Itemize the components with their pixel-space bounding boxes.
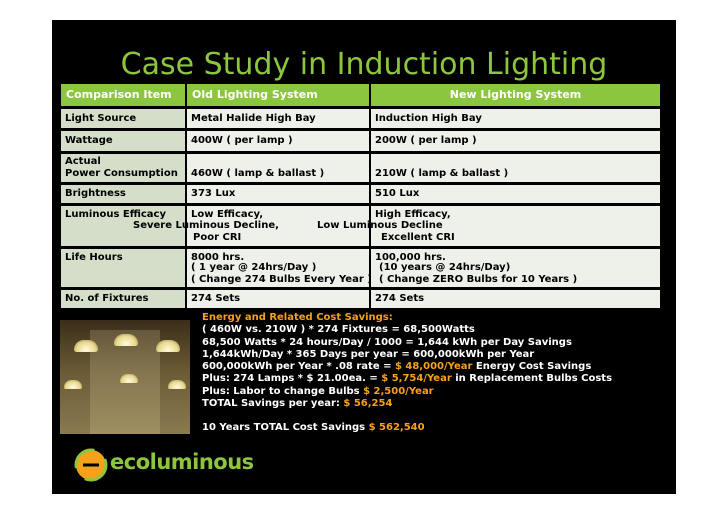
row-new: 510 Lux xyxy=(371,185,660,203)
total-yearly-savings-value: $ 56,254 xyxy=(343,398,393,410)
savings-line xyxy=(202,361,616,373)
row-old: 460W ( lamp & ballast ) xyxy=(187,154,369,182)
savings-line xyxy=(202,422,616,434)
row-item: No. of Fixtures xyxy=(61,290,185,308)
labor-savings-value: $ 2,500/Year xyxy=(363,385,434,397)
row-item: Actual Power Consumption xyxy=(61,154,185,182)
ten-year-savings-value: $ 562,540 xyxy=(368,422,425,434)
savings-line: ( 460W vs. 210W ) * 274 Fixtures = 68,500Watts xyxy=(202,324,475,336)
savings-line xyxy=(202,386,616,398)
life-old-detail-1: ( 1 year @ 24hrs/Day ) xyxy=(191,262,317,273)
table-row xyxy=(61,249,660,287)
row-item: Light Source xyxy=(61,109,185,128)
row-item: Luminous Efficacy xyxy=(61,206,185,246)
efficacy-new-detail-1: Low Luminous Decline xyxy=(317,220,443,231)
efficacy-old-detail-1: Severe Luminous Decline, xyxy=(133,220,279,231)
savings-text: 600,000kWh per Year * .08 rate = xyxy=(202,361,395,373)
ecoluminous-logo xyxy=(74,448,274,484)
row-new: 100,000 hrs. xyxy=(371,249,660,287)
row-new: High Efficacy, xyxy=(371,206,660,246)
table-header-row xyxy=(61,84,660,106)
slide-title: Case Study in Induction Lighting xyxy=(120,47,608,82)
savings-text: Plus: 274 Lamps * $ 21.00ea. = xyxy=(202,373,382,385)
logo-text: ecoluminous xyxy=(110,450,254,474)
savings-text: TOTAL Savings per year: xyxy=(202,398,344,410)
row-old: 373 Lux xyxy=(187,185,369,203)
energy-savings-value: $ 48,000/Year xyxy=(394,361,473,373)
savings-line: 68,500 Watts * 24 hours/Day / 1000 = 1,644 kWh per Day Savings xyxy=(202,336,572,348)
logo-swirl-icon xyxy=(74,448,108,482)
table-row xyxy=(61,131,660,151)
savings-text: 10 Years TOTAL Cost Savings xyxy=(202,422,369,434)
table-row xyxy=(61,185,660,203)
savings-line xyxy=(202,373,616,385)
header-new-system: New Lighting System xyxy=(371,84,660,106)
efficacy-new-detail-2: Excellent CRI xyxy=(381,232,455,243)
efficacy-old-detail-2: Poor CRI xyxy=(193,232,242,243)
savings-heading: Energy and Related Cost Savings: xyxy=(202,312,393,323)
savings-line: 1,644kWh/Day * 365 Days per year = 600,000kWh per Year xyxy=(202,348,535,360)
savings-text: Energy Cost Savings xyxy=(472,361,592,373)
life-new-detail-2: ( Change ZERO Bulbs for 10 Years ) xyxy=(379,274,578,285)
savings-summary xyxy=(202,312,616,435)
row-new: Induction High Bay xyxy=(371,109,660,128)
warehouse-lighting-photo xyxy=(60,320,190,434)
row-old: Low Efficacy, xyxy=(187,206,369,246)
row-new: 210W ( lamp & ballast ) xyxy=(371,154,660,182)
savings-text: in Replacement Bulbs Costs xyxy=(451,373,613,385)
row-new: 274 Sets xyxy=(371,290,660,308)
table-row xyxy=(61,206,660,246)
savings-line xyxy=(202,398,616,410)
table-row xyxy=(61,290,660,308)
header-old-system: Old Lighting System xyxy=(187,84,369,106)
table-row xyxy=(61,109,660,128)
life-old-detail-2: ( Change 274 Bulbs Every Year ) xyxy=(191,274,372,285)
row-old: 400W ( per lamp ) xyxy=(187,131,369,151)
slide xyxy=(52,20,676,494)
table-row xyxy=(61,154,660,182)
row-old: Metal Halide High Bay xyxy=(187,109,369,128)
header-comparison-item: Comparison Item xyxy=(61,84,185,106)
row-old: 274 Sets xyxy=(187,290,369,308)
savings-text: Plus: Labor to change Bulbs xyxy=(202,385,364,397)
row-item: Brightness xyxy=(61,185,185,203)
row-item: Life Hours xyxy=(61,249,185,287)
row-item: Wattage xyxy=(61,131,185,151)
life-new-detail-1: (10 years @ 24hrs/Day) xyxy=(379,262,511,273)
row-old: 8000 hrs. xyxy=(187,249,369,287)
row-new: 200W ( per lamp ) xyxy=(371,131,660,151)
bulb-savings-value: $ 5,754/Year xyxy=(381,373,452,385)
